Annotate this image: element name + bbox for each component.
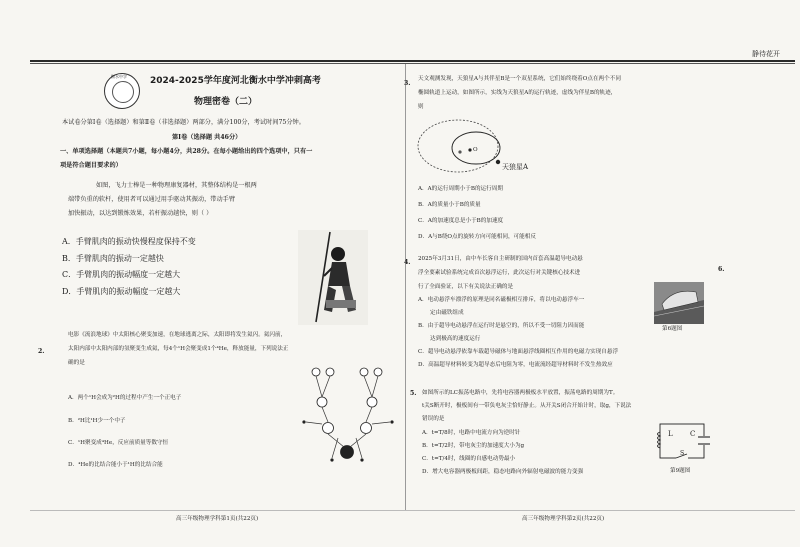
q4-option-b-line1: B．由于超导电动悬浮在运行时是悬空的，所以不受一切阻力因而能: [418, 323, 585, 329]
q3-option-b: B．A的质量小于B的质量: [418, 202, 481, 208]
q4-option-d: D．高温超导材料转变为超导态后电阻为零，电流流经超导材料时不发生热效应: [418, 362, 613, 368]
q4-option-a-line1: A．电动悬浮车漂浮的原理是同名磁极相互排斥，将以电动悬浮车一: [418, 297, 585, 303]
q5-option-d: D．增大电容器两极板间距，稳态电路向外辐射电磁波的能力变强: [422, 469, 584, 475]
column-divider: [405, 64, 406, 510]
q4-stem-line1: 2025年3月31日，由中车长客自主研制的国内首套高温超导电动悬: [418, 256, 583, 262]
q5-stem-line1: 如图所示的LC振荡电路中，先将电容器两极板水平放置，振荡电路的周期为T。: [422, 390, 619, 396]
q2-stem-line3: 确的是: [68, 360, 85, 366]
q1-figure: [298, 230, 368, 325]
q3-number: 3.: [404, 80, 411, 87]
star-b-icon: [458, 150, 461, 153]
q4-stem-line3: 行了全面验证，以下有关说法正确的是: [418, 284, 514, 290]
q2-fusion-diagram: [298, 362, 398, 467]
deuteron-icon: [317, 397, 327, 407]
section1-intro-line1: 一、单项选择题（本题共7小题，每小题4分，共28分。在每小题给出的四个选项中，只有一: [60, 148, 313, 155]
orbit-b-dashed: [418, 120, 498, 172]
q3-stem-line3: 则: [418, 104, 424, 110]
header-rule-thin: [30, 63, 795, 64]
q3-option-d: D．A与B绕O点的旋转方向可能相同，可能相反: [418, 234, 536, 240]
center-point-icon: [468, 148, 471, 151]
helium3-icon: [323, 423, 334, 434]
q1-stem-line3: 加快振动，以达到锻炼效果，若杆振动越快，则（ ）: [68, 210, 213, 217]
footer-rule: [30, 510, 795, 511]
proton-icon: [326, 368, 334, 376]
q5-fig-label-c: C: [690, 430, 696, 438]
q1-stem-line2: 端带负重的软杆，使用者可以通过用手驱动其振动，带动手臂: [68, 196, 236, 203]
q4-fig-caption: 第6题图: [662, 326, 683, 332]
q3-option-c: C．A的加速度总是小于B的加速度: [418, 218, 504, 224]
q3-option-a: A．A的运行周期小于B的运行周期: [418, 186, 503, 192]
footer-right: 高三年级物理学科第2页(共22页): [522, 516, 605, 522]
q4-option-a-line2: 定由磁铁组成: [430, 310, 464, 316]
q5-option-b: B．t=T/2时，带电灰尘的加速度大小为g: [422, 443, 525, 449]
side-number: 6.: [718, 266, 725, 273]
q1-option-c: C．手臂肌肉的振动幅度一定越大: [62, 270, 181, 279]
proton-icon: [360, 368, 368, 376]
q5-option-a: A．t=T/8时，电路中电流方向为逆时针: [422, 430, 521, 436]
deuteron-icon: [367, 397, 377, 407]
top-right-tag: 静待花开: [752, 50, 780, 58]
q5-number: 5.: [410, 390, 417, 397]
q1-option-a: A．手臂肌肉的振动快慢程度保持不变: [62, 237, 196, 246]
star-a-icon: [496, 160, 500, 164]
proton-icon: [374, 368, 382, 376]
q4-number: 4.: [404, 259, 411, 266]
q2-stem-line1: 电影《流浪地球》中太阳核心聚变加速，在地球逃离之际，太阳即将发生氦闪。氦闪前，: [68, 332, 287, 338]
exam-title: 2024-2025学年度河北衡水中学冲刺高考: [150, 76, 321, 86]
instructions: 本试卷分第Ⅰ卷（选择题）和第Ⅱ卷（非选择题）两部分，满分100分，考试时间75分钟。: [62, 119, 305, 126]
q2-option-b: B．²H比¹H少一个中子: [68, 418, 126, 424]
q5-fig-label-l: L: [668, 430, 673, 438]
q3-fig-label: 天狼星A: [502, 163, 529, 171]
helium3-icon: [361, 423, 372, 434]
q5-stem-line2: t关S断开时，极板间有一带负电灰尘恰好静止。从开关S闭合开始计时，取g，下说法: [422, 403, 632, 409]
q4-option-c: C．超导电动悬浮依靠车载超导磁体与地面悬浮线圈相互作用的电磁力实现自悬浮: [418, 349, 619, 355]
q5-option-c: C．t=T/4时，线圈的自感电动势最小: [422, 456, 516, 462]
q1-option-d: D．手臂肌肉的振动幅度一定越大: [62, 287, 181, 296]
helium4-icon: [341, 446, 354, 459]
proton-icon: [312, 368, 320, 376]
paper-title: 物理密卷（二）: [194, 97, 258, 107]
logo-text: 衡水中学: [111, 74, 127, 79]
q1-stem-line1: 如图，飞力士棒是一种物理康复器材，其整体结构是一根两: [96, 182, 257, 189]
q3-fig-point: O: [473, 147, 478, 153]
q2-option-a: A．两个¹H会成为²H的过程中产生一个正电子: [68, 395, 182, 401]
q2-number: 2.: [38, 348, 45, 355]
q3-orbit-diagram: [414, 110, 564, 180]
q5-stem-line3: 错误的是: [422, 416, 445, 422]
logo-emblem-icon: [112, 81, 134, 103]
q5-fig-caption: 第9题图: [670, 468, 691, 474]
q4-option-b-line2: 达到极高的速度运行: [430, 336, 481, 342]
q3-stem-line1: 天文观测发现，天狼星A与其伴星B是一个双星系统，它们始终绕着O点在两个不同: [418, 76, 621, 82]
q3-stem-line2: 椭圆轨道上运动，如图所示，实线为天狼星A的运行轨迹，虚线为伴星B的轨迹，: [418, 90, 617, 96]
header-rule: [30, 60, 795, 62]
q1-option-b: B．手臂肌肉的振动一定越快: [62, 254, 164, 263]
q2-option-d: D．⁴He的比结合能小于¹H的比结合能: [68, 462, 163, 468]
q5-fig-label-s: S: [680, 450, 685, 457]
q4-stem-line2: 浮全要素试验系统完成首次悬浮运行，此次运行对关键核心技术进: [418, 270, 581, 276]
footer-left: 高三年级物理学科第1页(共22页): [176, 516, 259, 522]
q2-option-c: C．¹H聚变成⁴He，反应前质量等数守恒: [68, 440, 169, 446]
q2-stem-line2: 太阳内部中太阳内部的氢聚变生成氦，每4个¹H会聚变成1个⁴He，释放能量，下列说法正: [68, 346, 289, 352]
person-head-icon: [331, 247, 345, 261]
school-logo: [104, 73, 140, 109]
q5-lc-circuit: [652, 418, 712, 466]
section1-intro-line2: 项是符合题目要求的）: [60, 162, 122, 169]
section1-title: 第Ⅰ卷（选择题 共46分）: [172, 134, 242, 141]
q4-maglev-photo: [654, 282, 704, 324]
